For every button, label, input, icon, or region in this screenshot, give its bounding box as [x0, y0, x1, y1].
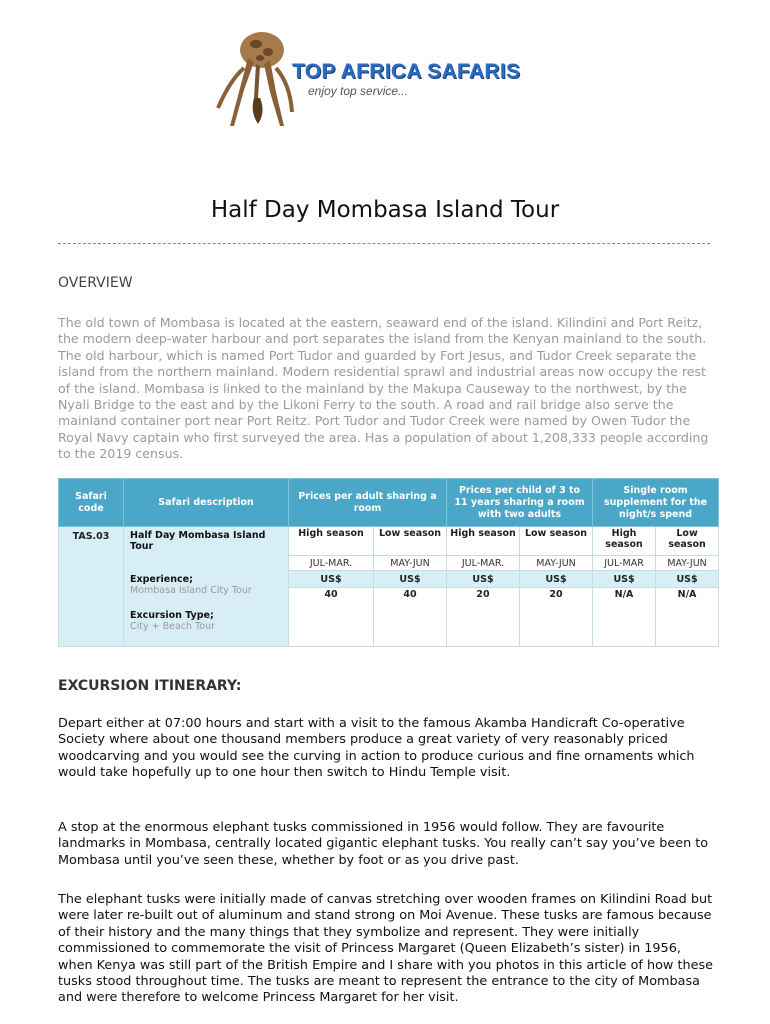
- currency: US$: [520, 571, 593, 588]
- experience-label: Experience;: [130, 574, 193, 585]
- price-value: 40: [289, 588, 374, 647]
- currency: US$: [656, 571, 719, 588]
- season-label: Low season: [374, 527, 447, 556]
- season-label: Low season: [520, 527, 593, 556]
- season-months: JUL-MAR.: [447, 556, 520, 571]
- safari-code: TAS.03: [59, 527, 124, 647]
- table-header-row: [59, 479, 719, 527]
- season-months: MAY-JUN: [520, 556, 593, 571]
- season-months: JUL-MAR.: [289, 556, 374, 571]
- season-months: MAY-JUN: [656, 556, 719, 571]
- currency: US$: [374, 571, 447, 588]
- experience-value: Mombasa Island City Tour: [130, 585, 252, 596]
- safari-description: [124, 527, 289, 647]
- itinerary-paragraph: A stop at the enormous elephant tusks commissioned in 1956 would follow. They are favourite landmarks in Mombasa, centrally located gigantic elephant tusks. You really can’t say you’ve been to Mombasa until you’ve seen these, whether by foot or as you drive past.: [58, 820, 709, 868]
- page-title: Half Day Mombasa Island Tour: [210, 197, 560, 224]
- tour-name: Half Day Mombasa Island Tour: [130, 530, 266, 552]
- dashed-divider: [58, 243, 710, 244]
- overview-heading: OVERVIEW: [58, 275, 133, 291]
- price-value: 40: [374, 588, 447, 647]
- itinerary-paragraph: The elephant tusks were initially made of canvas stretching over wooden frames on Kilindini Road but were later re-built out of aluminum and stand strong on Moi Avenue. These tusks are famous because of their history and the many things that they symbolize and represent. They were initially commissioned to commemorate the visit of Princess Margaret (Queen Elizabeth’s sister) in 1956, when Kenya was still part of the British Empire and I share with you photos in this article of how these tusks stood throughout time. The tusks are meant to represent the entrance to the city of Mombasa and were therefore to welcome Princess Margaret for her visit.: [58, 892, 714, 1006]
- season-months: MAY-JUN: [374, 556, 447, 571]
- season-label: Low season: [656, 527, 719, 556]
- excursion-type-label: Excursion Type;: [130, 610, 214, 621]
- price-value: N/A: [593, 588, 656, 647]
- header-single-supplement: Single room supplement for the night/s spend: [593, 479, 719, 527]
- header-adult-prices: Prices per adult sharing a room: [289, 479, 447, 527]
- currency: US$: [447, 571, 520, 588]
- season-label: High season: [447, 527, 520, 556]
- price-table: [58, 478, 719, 647]
- header-safari-code: Safari code: [59, 479, 124, 527]
- price-value: 20: [447, 588, 520, 647]
- table-row: [59, 527, 719, 556]
- overview-text: The old town of Mombasa is located at the eastern, seaward end of the island. Kilindini and Port Reitz, the modern deep-water harbour and port separates the island from the Kenyan mainland to the south. The old harbour, which is named Port Tudor and guarded by Fort Jesus, and Tudor Creek separate the island from the northern mainland. Modern residential sprawl and industrial areas now occupy the rest of the island. Mombasa is linked to the mainland by the Makupa Causeway to the northwest, by the Nyali Bridge to the east and by the Likoni Ferry to the south. A road and rail bridge also serve the mainland container port near Port Reitz. Port Tudor and Tudor Creek were named by Owen Tudor the Royal Navy captain who first surveyed the area. Has a population of about 1,208,333 people according to the 2019 census.: [58, 315, 709, 462]
- company-logo: [200, 28, 580, 132]
- brand-name: TOP AFRICA SAFARIS: [292, 60, 521, 83]
- itinerary-heading: EXCURSION ITINERARY:: [58, 678, 242, 694]
- price-value: 20: [520, 588, 593, 647]
- currency: US$: [593, 571, 656, 588]
- season-label: High season: [593, 527, 656, 556]
- itinerary-paragraph: Depart either at 07:00 hours and start with a visit to the famous Akamba Handicraft Co-operative Society where about one thousand members produce a great variety of very reasonably priced woodcarving and you would see the curving in action to produce curious and fine ornaments which would take hopefully up to one hour then switch to Hindu Temple visit.: [58, 716, 695, 781]
- season-months: JUL-MAR: [593, 556, 656, 571]
- brand-tagline: enjoy top service...: [308, 84, 409, 98]
- season-label: High season: [289, 527, 374, 556]
- header-child-prices: Prices per child of 3 to 11 years sharing a room with two adults: [447, 479, 593, 527]
- price-value: N/A: [656, 588, 719, 647]
- header-safari-description: Safari description: [124, 479, 289, 527]
- excursion-type-value: City + Beach Tour: [130, 621, 215, 632]
- currency: US$: [289, 571, 374, 588]
